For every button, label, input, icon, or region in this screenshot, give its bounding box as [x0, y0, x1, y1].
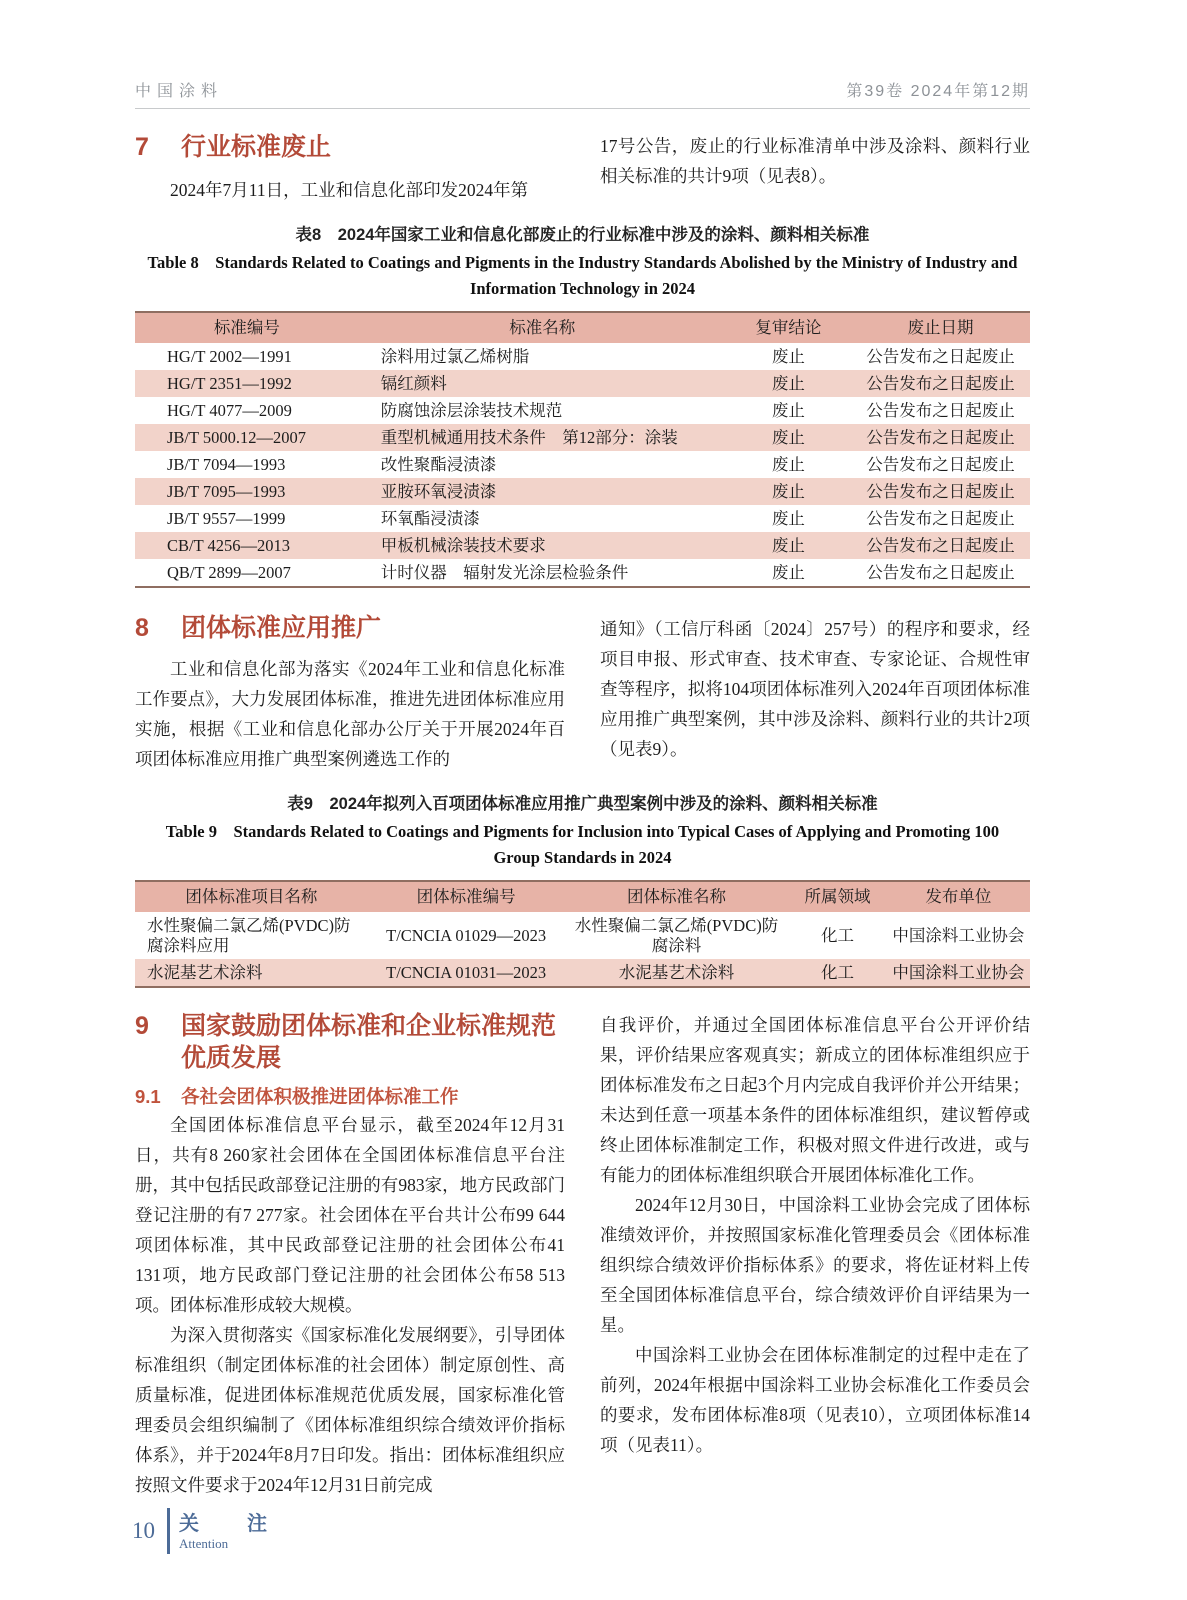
cell-name: 改性聚酯浸渍漆 [380, 454, 497, 474]
section-7-right-column [600, 131, 1030, 205]
cell-name: 镉红颜料 [380, 373, 447, 393]
section-9-right-column [600, 1010, 1030, 1500]
column-header: 所属领域 [788, 881, 886, 912]
footer-divider [167, 1508, 170, 1554]
cell-date: 公告发布之日起废止 [866, 481, 1015, 501]
section-8-heading [135, 612, 565, 644]
subsection-title: 各社会团体积极推进团体标准工作 [181, 1086, 459, 1107]
cell-result: 废止 [771, 400, 805, 420]
cell-code: CB/T 4256—2013 [167, 535, 291, 555]
section-7 [135, 131, 1030, 205]
column-header: 发布单位 [887, 881, 1030, 912]
cell-name: 亚胺环氧浸渍漆 [380, 481, 497, 501]
section-9 [135, 1010, 1030, 1500]
running-head [135, 78, 1030, 109]
cell-date: 公告发布之日起废止 [866, 346, 1015, 366]
column-header: 标准名称 [359, 312, 726, 343]
table-row [135, 343, 1030, 370]
column-header: 团体标准编号 [368, 881, 565, 912]
section-9-1-heading [135, 1084, 565, 1110]
table-8 [135, 311, 1030, 588]
cell-field: 化工 [821, 962, 855, 982]
cell-project: 水性聚偏二氯乙烯(PVDC)防腐涂料应用 [147, 915, 351, 955]
table-8-caption-zh: 表8 2024年国家工业和信息化部废止的行业标准中涉及的涂料、颜料相关标准 [295, 226, 870, 244]
column-header: 团体标准项目名称 [135, 881, 368, 912]
cell-field: 化工 [821, 925, 855, 945]
section-number: 9 [135, 1012, 149, 1040]
table-9-caption-en: Table 9 Standards Related to Coatings and Pigments for Inclusion into Typical Cases of Applying and Promoting 100 Group Standards in 2024 [165, 822, 1000, 867]
cell-name: 计时仪器 辐射发光涂层检验条件 [380, 562, 629, 582]
section-7-left-column [135, 131, 565, 205]
footer-labels [179, 1512, 281, 1551]
column-header: 复审结论 [726, 312, 851, 343]
table-row [135, 912, 1030, 959]
table-row [135, 559, 1030, 587]
cell-code: QB/T 2899—2007 [167, 562, 291, 582]
cell-name: 涂料用过氯乙烯树脂 [380, 346, 530, 366]
cell-result: 废止 [771, 373, 805, 393]
table-row [135, 478, 1030, 505]
page-number: 10 [132, 1518, 155, 1543]
cell-result: 废止 [771, 346, 805, 366]
table-8-caption-en: Table 8 Standards Related to Coatings and Pigments in the Industry Standards Abolished by the Ministry of Industry and Information Technology in 2024 [147, 253, 1018, 298]
page-footer [132, 1508, 281, 1554]
cell-code: HG/T 2002—1991 [167, 346, 292, 366]
cell-name: 甲板机械涂装技术要求 [380, 535, 546, 555]
table-9-block [135, 792, 1030, 988]
table-row [135, 424, 1030, 451]
cell-code: HG/T 2351—1992 [167, 373, 292, 393]
cell-name: 重型机械通用技术条件 第12部分：涂装 [380, 427, 678, 447]
table-9-caption-zh: 表9 2024年拟列入百项团体标准应用推广典型案例中涉及的涂料、颜料相关标准 [287, 795, 878, 813]
cell-date: 公告发布之日起废止 [866, 400, 1015, 420]
issue-info: 第39卷 2024年第12期 [846, 83, 1030, 100]
subsection-number: 9.1 [135, 1086, 161, 1107]
cell-name: 水性聚偏二氯乙烯(PVDC)防腐涂料 [574, 915, 779, 955]
table-row [135, 370, 1030, 397]
paragraph: 中国涂料工业协会在团体标准制定的过程中走在了前列，2024年根据中国涂料工业协会标准化工作委员会的要求，发布团体标准8项（见表10），立项团体标准14项（见表11）。 [600, 1345, 1030, 1455]
cell-date: 公告发布之日起废止 [866, 427, 1015, 447]
cell-result: 废止 [771, 481, 805, 501]
cell-result: 废止 [771, 454, 805, 474]
section-title: 团体标准应用推广 [181, 614, 382, 642]
column-header: 废止日期 [851, 312, 1030, 343]
section-7-heading [135, 131, 565, 163]
cell-result: 废止 [771, 427, 805, 447]
table-9 [135, 880, 1030, 988]
section-9-heading [135, 1010, 565, 1074]
paragraph: 通知》（工信厅科函〔2024〕257号）的程序和要求，经项目申报、形式审查、技术审查、专家论证、合规性审查等程序，拟将104项团体标准列入2024年百项团体标准应用推广典型案例，其中涉及涂料、颜料行业的共计2项（见表9）。 [600, 619, 1030, 759]
table-row [135, 451, 1030, 478]
cell-date: 公告发布之日起废止 [866, 535, 1015, 555]
section-number: 7 [135, 133, 149, 161]
cell-name: 水泥基艺术涂料 [618, 962, 735, 982]
table-row [135, 397, 1030, 424]
paragraph: 自我评价，并通过全国团体标准信息平台公开评价结果，评价结果应客观真实；新成立的团体标准组织应于团体标准发布之日起3个月内完成自我评价并公开结果；未达到任意一项基本条件的团体标准组织，建议暂停或终止团体标准制定工作，积极对照文件进行改进，或与有能力的团体标准组织联合开展团体标准化工作。 [600, 1015, 1030, 1185]
cell-code: T/CNCIA 01029—2023 [386, 925, 547, 945]
table-header-row [135, 312, 1030, 343]
table-header-row [135, 881, 1030, 912]
journal-name: 中国涂料 [135, 83, 224, 100]
section-8 [135, 612, 1030, 774]
cell-result: 废止 [771, 508, 805, 528]
table-8-block [135, 223, 1030, 588]
cell-code: JB/T 7094—1993 [167, 454, 286, 474]
paragraph: 2024年12月30日，中国涂料工业协会完成了团体标准绩效评价，并按照国家标准化管理委员会《团体标准组织综合绩效评价指标体系》的要求，将佐证材料上传至全国团体标准信息平台，综合绩效评价自评结果为一星。 [600, 1195, 1030, 1335]
section-title: 行业标准废止 [181, 133, 332, 161]
paragraph: 17号公告，废止的行业标准清单中涉及涂料、颜料行业相关标准的共计9项（见表8）。 [600, 136, 1030, 186]
cell-date: 公告发布之日起废止 [866, 454, 1015, 474]
table-row [135, 959, 1030, 987]
paragraph: 工业和信息化部为落实《2024年工业和信息化标准工作要点》，大力发展团体标准，推进先进团体标准应用实施，根据《工业和信息化部办公厅关于开展2024年百项团体标准应用推广典型案例遴选工作的 [135, 659, 565, 769]
cell-code: JB/T 9557—1999 [167, 508, 286, 528]
cell-project: 水泥基艺术涂料 [147, 962, 263, 982]
table-row [135, 505, 1030, 532]
column-header: 团体标准名称 [565, 881, 789, 912]
footer-label-zh: 关 注 [179, 1512, 281, 1535]
cell-publisher: 中国涂料工业协会 [892, 925, 1025, 945]
cell-result: 废止 [771, 562, 805, 582]
section-8-left-column [135, 612, 565, 774]
table-row [135, 532, 1030, 559]
section-8-right-column [600, 612, 1030, 774]
cell-code: JB/T 5000.12—2007 [167, 427, 307, 447]
cell-publisher: 中国涂料工业协会 [892, 962, 1025, 982]
cell-code: JB/T 7095—1993 [167, 481, 286, 501]
section-number: 8 [135, 614, 149, 642]
paragraph: 全国团体标准信息平台显示，截至2024年12月31日，共有8 260家社会团体在全国团体标准信息平台注册，其中包括民政部登记注册的有983家，地方民政部门登记注册的有7 277家。社会团体在平台共计公布99 644项团体标准，其中民政部登记注册的社会团体公布41 131项，地方民政部门登记注册的社会团体公布58 513项。团体标准形成较大规模。 [135, 1115, 565, 1315]
cell-date: 公告发布之日起废止 [866, 373, 1015, 393]
paragraph: 2024年7月11日，工业和信息化部印发2024年第 [170, 180, 529, 200]
section-9-left-column [135, 1010, 565, 1500]
cell-name: 防腐蚀涂层涂装技术规范 [380, 400, 563, 420]
cell-code: T/CNCIA 01031—2023 [386, 962, 547, 982]
cell-date: 公告发布之日起废止 [866, 508, 1015, 528]
cell-code: HG/T 4077—2009 [167, 400, 292, 420]
cell-name: 环氧酯浸渍漆 [380, 508, 480, 528]
section-title: 国家鼓励团体标准和企业标准规范优质发展 [181, 1012, 557, 1072]
footer-label-en: Attention [179, 1535, 229, 1551]
cell-result: 废止 [771, 535, 805, 555]
column-header: 标准编号 [135, 312, 359, 343]
cell-date: 公告发布之日起废止 [866, 562, 1015, 582]
paragraph: 为深入贯彻落实《国家标准化发展纲要》，引导团体标准组织（制定团体标准的社会团体）制定原创性、高质量标准，促进团体标准规范优质发展，国家标准化管理委员会组织编制了《团体标准组织综合绩效评价指标体系》，并于2024年8月7日印发。指出：团体标准组织应按照文件要求于2024年12月31日前完成 [135, 1325, 565, 1495]
